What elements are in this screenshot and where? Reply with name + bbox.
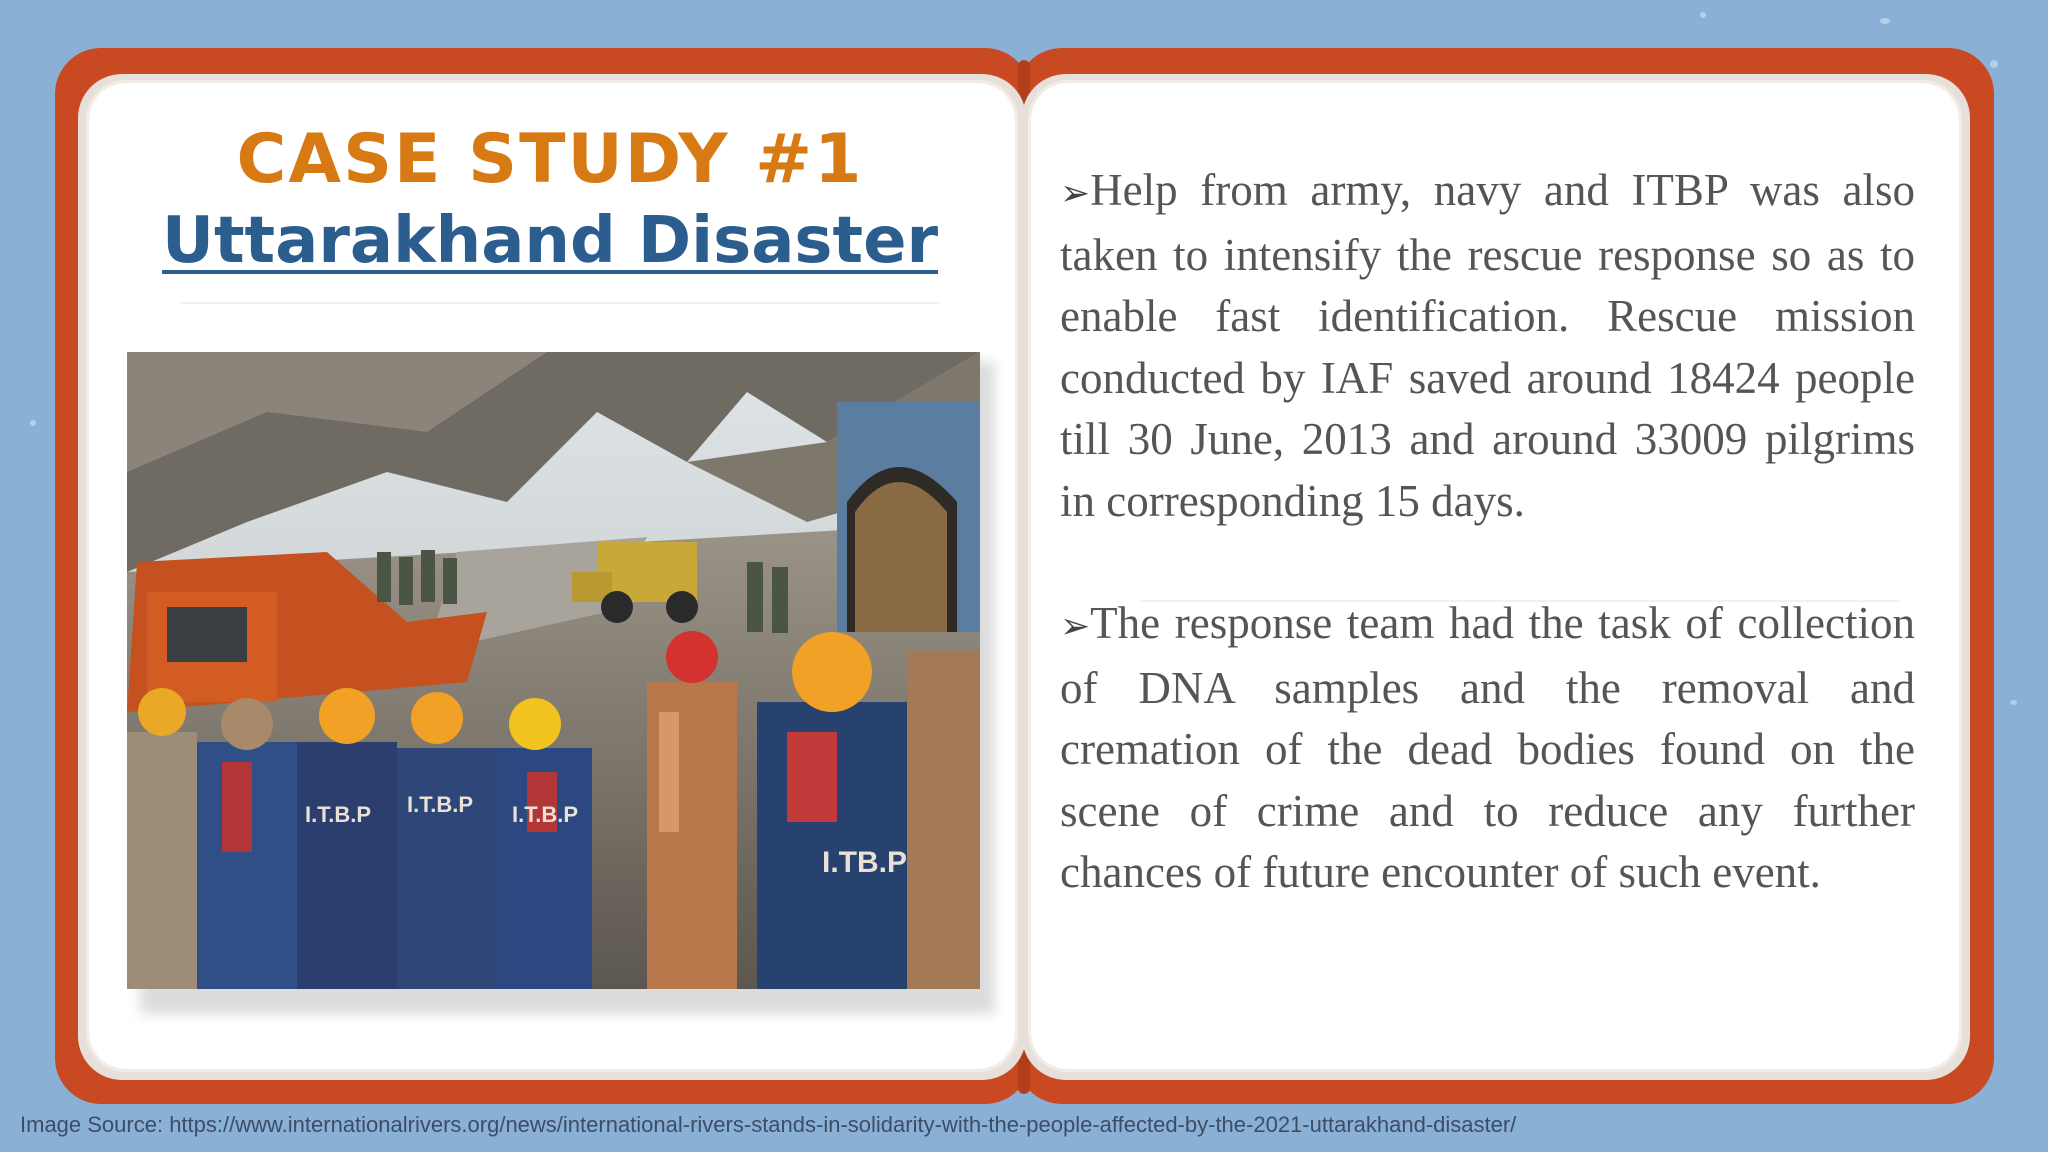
vest-label: I.T.B.P bbox=[407, 792, 474, 817]
vest-label: I.TB.P bbox=[822, 846, 908, 879]
photo-illustration bbox=[127, 352, 980, 989]
background-speck bbox=[1990, 60, 1998, 68]
case-study-title: CASE STUDY #1 bbox=[236, 120, 864, 199]
paragraph-rescue-help bbox=[1060, 160, 1915, 532]
arrow-bullet-icon: ➢ bbox=[1060, 173, 1091, 214]
paragraph-text: The response team had the task of collection of DNA samples and the removal and cremation of the dead bodies found on the scene of crime and to reduce any further chances of future encounter of such event. bbox=[1060, 598, 1915, 897]
background-speck bbox=[1880, 18, 1890, 24]
background-speck bbox=[1700, 12, 1706, 18]
paragraph-response-team bbox=[1060, 593, 1915, 904]
case-study-text bbox=[1060, 160, 1915, 904]
title-block bbox=[150, 120, 950, 282]
paragraph-text: Help from army, navy and ITBP was also taken to intensify the rescue response so as to enable fast identification. Rescue mission conducted by IAF saved around 18424 people till 30 June, 2013 and around 33009 pilgrims in corresponding 15 days. bbox=[1060, 165, 1915, 526]
disaster-title: Uttarakhand Disaster bbox=[161, 204, 939, 278]
vest-label: I.T.B.P bbox=[512, 802, 579, 827]
image-source-credit: Image Source: https://www.internationalrivers.org/news/international-rivers-stands-in-solidarity-with-the-people-affected-by-the-2021-uttarakhand-disaster/ bbox=[20, 1112, 1517, 1137]
background-speck bbox=[30, 420, 36, 426]
page-rule bbox=[180, 302, 940, 304]
arrow-bullet-icon: ➢ bbox=[1060, 606, 1091, 647]
vest-label: I.T.B.P bbox=[305, 802, 372, 827]
background-speck bbox=[2010, 700, 2017, 705]
rescue-scene-photo bbox=[127, 352, 980, 989]
